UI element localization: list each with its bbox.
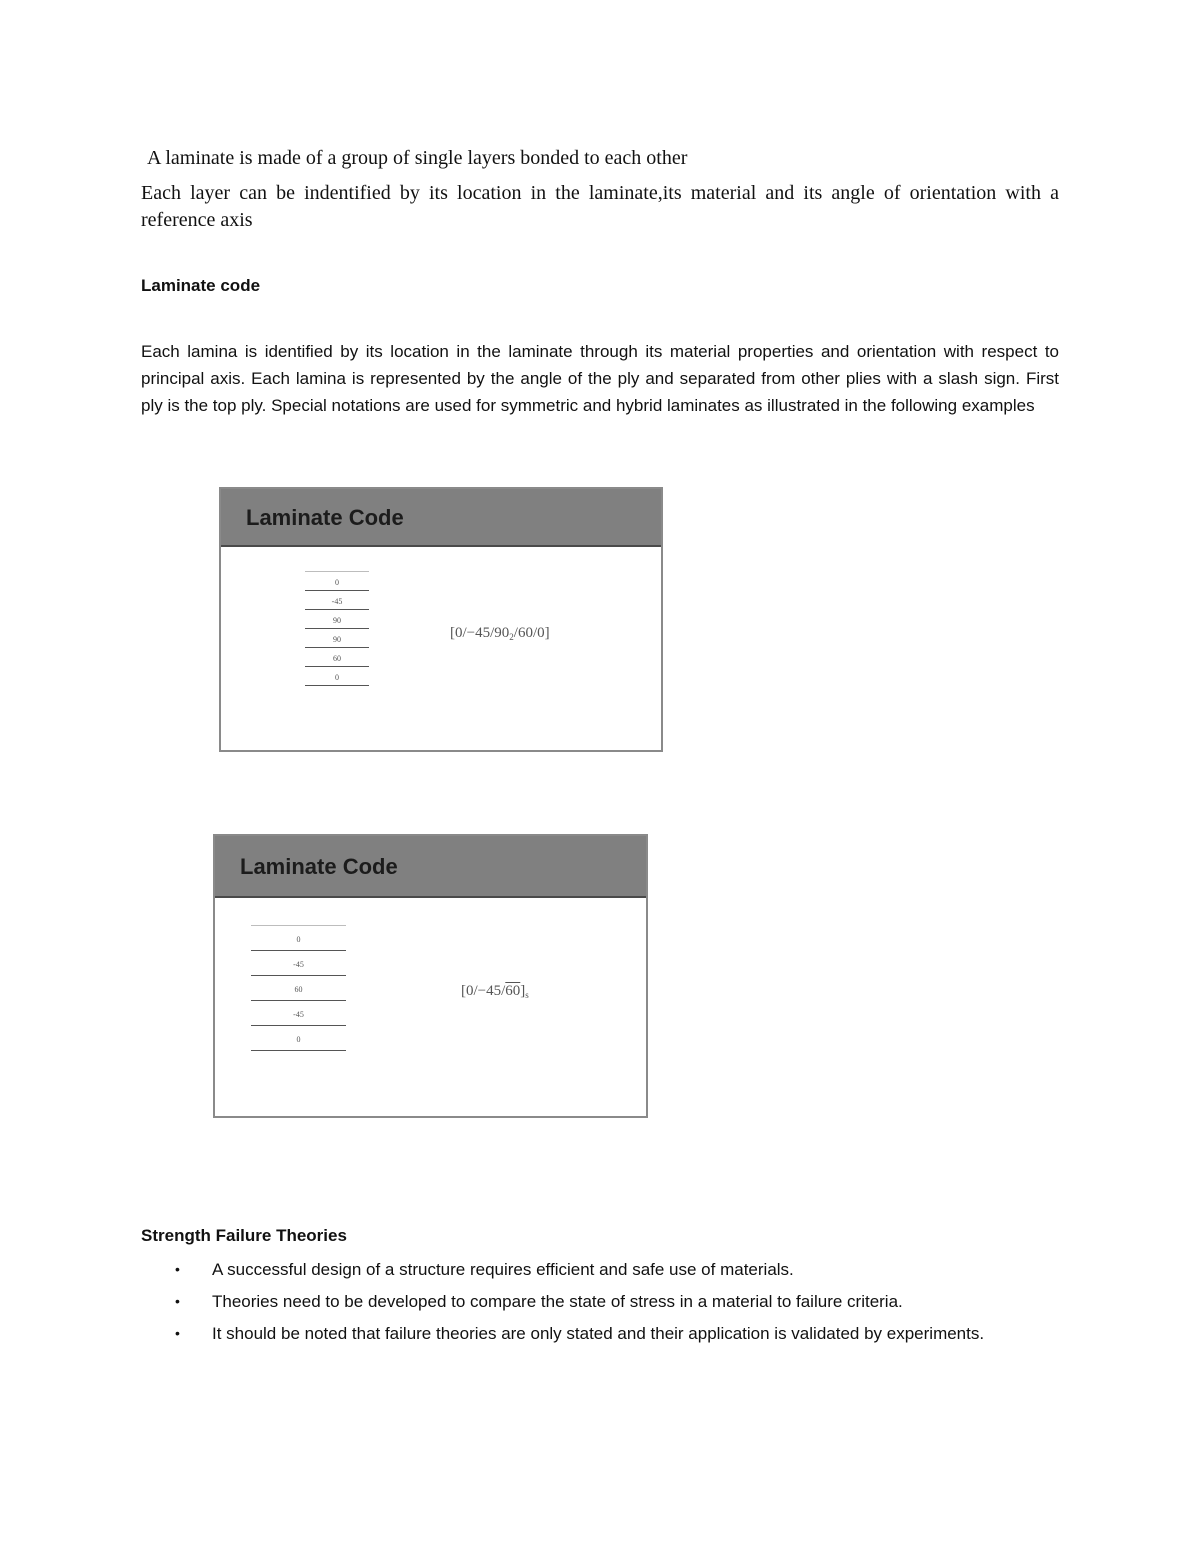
laminate-code-figure-2 [213, 834, 648, 1118]
figure-title: Laminate Code [215, 836, 646, 898]
code-part: [0/−45/90 [450, 625, 510, 641]
ply-label: 60 [305, 648, 369, 667]
laminate-code-notation [461, 983, 529, 1000]
ply-stack [305, 571, 369, 686]
code-part: ] [520, 983, 526, 999]
ply-label: 0 [305, 572, 369, 591]
list-item-text: Theories need to be developed to compare the state of stress in a material to failure criteria. [212, 1292, 903, 1311]
ply-stack [251, 925, 346, 1051]
code-part: /60/0] [513, 625, 550, 641]
laminate-code-heading: Laminate code [141, 276, 261, 295]
laminate-code-figure-1 [219, 487, 663, 752]
ply-label: 90 [305, 610, 369, 629]
list-item-text: It should be noted that failure theories are only stated and their application is validated by experiments. [212, 1324, 985, 1343]
ply-label: 60 [251, 976, 346, 1001]
ply-label: -45 [305, 591, 369, 610]
laminate-code-notation [450, 625, 550, 642]
code-part: [0/−45/ [461, 983, 506, 999]
list-item [141, 1320, 1059, 1347]
laminate-code-paragraph: Each lamina is identified by its location in the laminate through its material properties and orientation with respect to principal axis. Each lamina is represented by the angle of the ply and separated from other plies with a slash sign. First ply is the top ply. Special notations are used for symmetric and hybrid laminates as illustrated in the following examples [141, 342, 1059, 415]
list-item-text: A successful design of a structure requires efficient and safe use of materials. [212, 1260, 794, 1279]
strength-bullet-list [141, 1256, 1059, 1352]
ply-label: -45 [251, 1001, 346, 1026]
bullet-icon: • [175, 1261, 180, 1277]
ply-label: 0 [251, 926, 346, 951]
bullet-icon: • [175, 1293, 180, 1309]
intro-line-2: Each layer can be indentified by its location in the laminate,its material and its angle of orientation with a reference axis [141, 182, 1059, 231]
code-subscript: 2 [509, 632, 514, 642]
strength-failure-heading: Strength Failure Theories [141, 1226, 347, 1245]
figure-title: Laminate Code [221, 489, 661, 547]
ply-label: -45 [251, 951, 346, 976]
ply-label: 0 [251, 1026, 346, 1051]
intro-line-1: A laminate is made of a group of single layers bonded to each other [147, 147, 688, 169]
bullet-icon: • [175, 1325, 180, 1341]
ply-label: 90 [305, 629, 369, 648]
ply-label: 0 [305, 667, 369, 686]
code-subscript: s [525, 990, 529, 1000]
list-item [141, 1256, 1059, 1283]
list-item [141, 1288, 1059, 1315]
code-overline-part: 60 [505, 983, 521, 999]
